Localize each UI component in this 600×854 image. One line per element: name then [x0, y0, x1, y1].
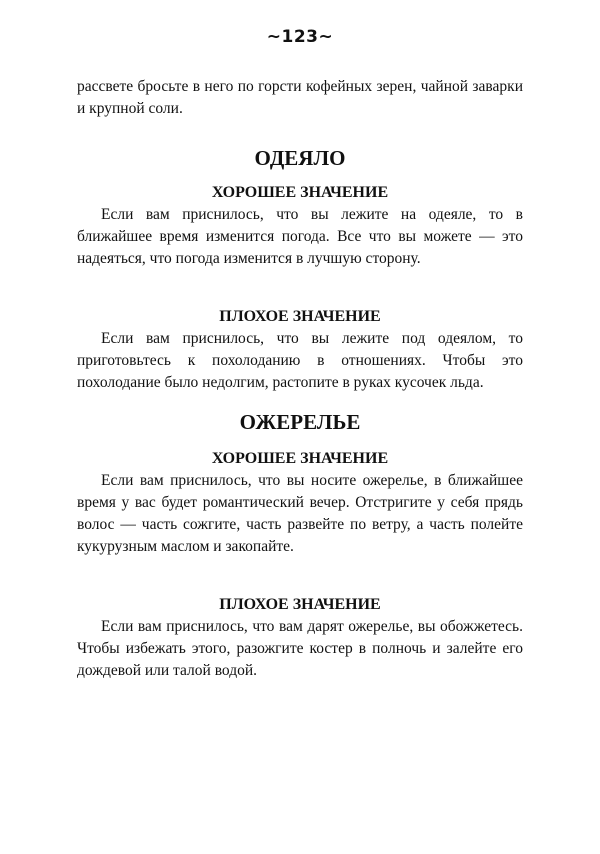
- good-meaning-paragraph: Если вам приснилось, что вы лежите на одеяле, то в ближайшее время изменится погода. Все что вы можете — это надеяться, что погода изменится в лучшую сторону.: [77, 206, 523, 267]
- good-meaning-heading: ХОРОШЕЕ ЗНАЧЕНИЕ: [211, 184, 389, 201]
- bad-meaning-paragraph: Если вам приснилось, что вам дарят ожерелье, вы обожжетесь. Чтобы избежать этого, разожгите костер в полночь и залейте его дождевой или талой водой.: [77, 618, 523, 679]
- bad-meaning-paragraph: Если вам приснилось, что вы лежите под одеялом, то приготовьтесь к похолоданию в отношениях. Чтобы это похолодание было недолгим, растопите в руках кусочек льда.: [77, 330, 523, 391]
- bad-meaning-heading: ПЛОХОЕ ЗНАЧЕНИЕ: [219, 596, 381, 613]
- good-meaning-paragraph: Если вам приснилось, что вы носите ожерелье, в ближайшее время у вас будет романтический вечер. Отстригите у себя прядь волос — часть сожгите, часть развейте по ветру, а часть полейте кукурузным маслом и закопайте.: [77, 472, 523, 555]
- section-title-ozherelye: ОЖЕРЕЛЬЕ: [239, 410, 361, 434]
- page-content: [77, 76, 523, 682]
- intro-paragraph: рассвете бросьте в него по горсти кофейных зерен, чайной заварки и крупной соли.: [77, 78, 523, 117]
- page-number: ~123~: [266, 27, 334, 47]
- good-meaning-heading: ХОРОШЕЕ ЗНАЧЕНИЕ: [211, 450, 389, 467]
- section-title-odeyalo: ОДЕЯЛО: [254, 146, 346, 170]
- bad-meaning-heading: ПЛОХОЕ ЗНАЧЕНИЕ: [219, 308, 381, 325]
